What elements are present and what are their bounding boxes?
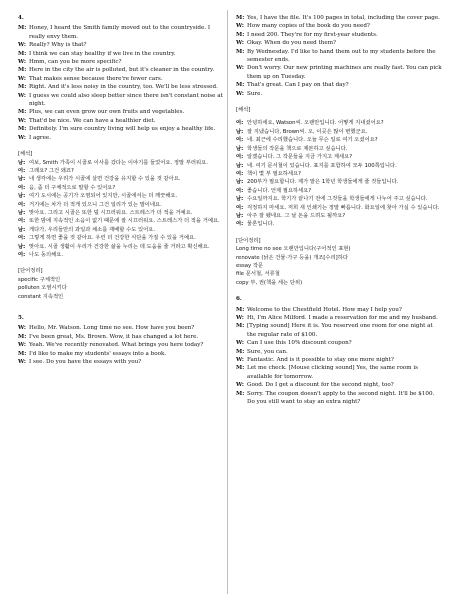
line-text: That's great. Can I pay on that day? (247, 82, 349, 89)
dialogue-line (236, 390, 442, 407)
line-text: I agree. (29, 134, 51, 141)
speaker-label: M: (18, 84, 27, 91)
question-4-dialogue (18, 24, 224, 142)
speaker-label: 여: (18, 235, 26, 242)
dialogue-line (18, 24, 224, 41)
line-text: 알겠습니다. 그 작문들을 지금 가지고 계세요? (247, 154, 353, 161)
speaker-label: 여: (236, 204, 244, 211)
dialogue-line (236, 22, 442, 30)
speaker-label: W: (236, 340, 244, 347)
line-text: I've been great, Ms. Brown. Wow, it has changed a lot here. (29, 333, 199, 340)
line-text: Really? Why is that? (29, 42, 87, 49)
dialogue-line (236, 322, 442, 339)
speaker-label: W: (18, 42, 26, 49)
speaker-label: 남: (18, 209, 26, 216)
translation-line (236, 170, 442, 178)
line-text: 거기에는 차가 더 적게 있으니 그건 일리가 있는 말이네요. (29, 201, 162, 208)
translation-line (18, 226, 224, 234)
translation-line (236, 162, 442, 170)
speaker-label: M: (236, 365, 245, 372)
speaker-label: 여: (236, 154, 244, 161)
line-text: Sure. (247, 90, 263, 97)
line-text: [Typing sound] Here it is. You reserved one room for one night at the regular rate of $100. (247, 323, 433, 338)
line-text: Here in the city the air is polluted, but it's cleaner in the country. (29, 67, 215, 74)
line-text: 여기 도시에는 공기가 오염되어 있지만, 시골에서는 더 깨끗해요. (29, 193, 178, 200)
dialogue-line (18, 324, 224, 332)
translation-line (18, 251, 224, 259)
speaker-label: 남: (236, 212, 244, 219)
line-text: Yeah. We've recently renovated. What brings you here today? (29, 342, 204, 349)
dialogue-line (236, 14, 442, 22)
question-6-dialogue (236, 306, 442, 407)
translation-line (236, 153, 442, 161)
left-column (18, 14, 224, 366)
speaker-label: M: (236, 348, 245, 355)
line-text: Right. And it's less noisy in the country, too. We'll be less stressed. (29, 84, 218, 91)
speaker-label: W: (236, 23, 244, 30)
line-text: That'd be nice. We can have a healthier diet. (29, 117, 156, 124)
speaker-label: M: (236, 306, 245, 313)
line-text: Don't worry. Our new printing machines are really fast. You can pick them up on Tuesday. (247, 65, 442, 80)
question-5-dialogue (18, 324, 224, 366)
dialogue-line (18, 83, 224, 91)
speaker-label: M: (18, 25, 27, 32)
line-text: 학생들의 작문을 책으로 제본하고 싶습니다. (247, 145, 348, 152)
dialogue-line (18, 134, 224, 142)
translation-line (18, 167, 224, 175)
speaker-label: 여: (18, 218, 26, 225)
dialogue-line (18, 92, 224, 109)
line-text: Plus, we can even grow our own fruits and vegetables. (29, 109, 185, 116)
line-text: Definitely. I'm sure country living will help us enjoy a healthy life. (29, 126, 216, 133)
question-4-vocabulary (18, 276, 224, 301)
line-text: 맞아요. 시골 생활이 우리가 건강한 삶을 누리는 데 도움을 줄 거라고 확신해요. (29, 243, 210, 250)
translation-line (18, 175, 224, 183)
column-divider (227, 10, 228, 594)
speaker-label: M: (18, 333, 27, 340)
question-6-number: 6. (236, 296, 242, 303)
dialogue-line (18, 108, 224, 116)
line-text: 수요일까지요. 학기가 끝나기 전에 그것들을 학생들에게 나누어 주고 싶습니다. (247, 196, 428, 203)
dialogue-line (18, 75, 224, 83)
line-text: 잘 지냈습니다, Brown씨. 오, 이곳은 많이 변했군요. (247, 128, 368, 135)
speaker-label: 남: (236, 179, 244, 186)
speaker-label: 남: (236, 162, 244, 169)
translation-line (236, 187, 442, 195)
speaker-label: 여: (18, 201, 26, 208)
line-text: 그렇게 하면 좋을 것 같아요. 우린 더 건강한 식단을 가질 수 있을 거예요. (29, 235, 196, 242)
line-text: Hmm, can you be more specific? (29, 59, 122, 66)
translation-line (236, 145, 442, 153)
line-text: I see. Do you have the essays with you? (29, 359, 142, 366)
vocabulary-item: copy 부, 권(책을 세는 단위) (236, 279, 303, 286)
speaker-label: W: (18, 92, 26, 99)
translation-line (18, 234, 224, 242)
line-text: 물론입니다. (247, 221, 275, 228)
dialogue-line (236, 356, 442, 364)
dialogue-line (18, 117, 224, 125)
speaker-label: M: (236, 15, 245, 21)
dialogue-line (236, 381, 442, 389)
line-text: 그래요? 그건 왜죠? (29, 167, 74, 174)
line-text: 네. 최근에 수리했습니다. 오늘 무슨 일로 여기 오셨어요? (247, 137, 378, 144)
dialogue-line (236, 81, 442, 89)
line-text: 여보, Smith 가족이 시골로 이사를 갔다는 이야기를 들었어요. 정말 부러워요. (29, 159, 208, 166)
line-text: That makes sense because there're fewer cars. (29, 75, 163, 82)
dialogue-line (18, 350, 224, 358)
line-text: Sure, you can. (247, 348, 288, 355)
line-text: I think we can stay healthy if we live in the country. (29, 50, 176, 57)
speaker-label: 여: (18, 167, 26, 174)
speaker-label: W: (18, 117, 26, 124)
speaker-label: W: (236, 90, 244, 97)
speaker-label: 남: (18, 159, 26, 166)
line-text: Yes, I have the file. It's 100 pages in total, including the cover page. (247, 15, 440, 21)
speaker-label: M: (18, 109, 27, 116)
speaker-label: 남: (236, 128, 244, 135)
dialogue-line (18, 58, 224, 66)
dialogue-line (236, 314, 442, 322)
speaker-label: 남: (236, 145, 244, 152)
dialogue-line (236, 90, 442, 98)
dialogue-line (18, 358, 224, 366)
speaker-label: 여: (236, 137, 244, 144)
line-text: Welcome to the Chestfield Hotel. How may I help you? (247, 306, 402, 313)
translation-line (18, 192, 224, 200)
translation-line (236, 204, 442, 212)
translation-line (18, 217, 224, 225)
dialogue-line (236, 339, 442, 347)
vocabulary-item: Long time no see 오랜만입니다(구어적인 표현) (236, 246, 351, 253)
vocabulary-item: specific 구체적인 (18, 276, 61, 283)
line-text: 안녕하세요, Watson씨. 오랜만입니다. 어떻게 지내셨어요? (247, 120, 384, 127)
speaker-label: M: (236, 48, 245, 55)
line-text: 나도 동의해요. (29, 251, 64, 258)
vocabulary-item: essay 작문 (236, 262, 264, 269)
speaker-label: 남: (18, 243, 26, 250)
line-text: Okay. When do you need them? (247, 40, 337, 47)
speaker-label: W: (236, 315, 244, 321)
line-text: Good. Do I get a discount for the second night, too? (247, 382, 394, 389)
speaker-label: W: (18, 134, 26, 141)
speaker-label: W: (236, 357, 244, 364)
translation-line (18, 159, 224, 167)
speaker-label: 여: (18, 184, 26, 191)
translation-line (18, 243, 224, 251)
line-text: Let me check. [Mouse clicking sound] Yes, the same room is available for tomorrow. (247, 365, 419, 380)
line-text: Hi, I'm Alice Milford. I made a reservation for me and my husband. (247, 315, 438, 321)
question-5-translation (236, 119, 442, 228)
speaker-label: W: (18, 342, 26, 349)
vocabulary-heading: [단어정리] (18, 268, 43, 275)
translation-line (236, 212, 442, 220)
speaker-label: 여: (236, 120, 244, 127)
line-text: 내 생각에는 우리가 시골에 살면 건강을 유지할 수 있을 것 같아요. (29, 176, 181, 183)
translation-line (18, 209, 224, 217)
vocabulary-heading: [단어정리] (236, 237, 261, 244)
line-text: By Wednesday. I'd like to hand them out to my students before the semester ends. (247, 48, 436, 64)
dialogue-line (236, 31, 442, 39)
line-text: How many copies of the book do you need? (247, 23, 370, 30)
speaker-label: W: (18, 359, 26, 366)
speaker-label: M: (236, 323, 245, 330)
question-4-number: 4. (18, 15, 24, 21)
dialogue-line (18, 341, 224, 349)
dialogue-line (18, 50, 224, 58)
line-text: 200부가 필요합니다. 제가 맡은 1학년 학생들에게 줄 것들입니다. (247, 179, 399, 186)
dialogue-line (236, 48, 442, 65)
dialogue-line (18, 66, 224, 74)
line-text: 또한 밤에 지속적인 소음이 없기 때문에 잘 시끄러워요. 스트레스가 더 적을 거예요. (29, 218, 220, 225)
question-5-vocabulary (236, 245, 442, 287)
line-text: Can I use this 10% discount coupon? (247, 340, 352, 347)
line-text: I'd like to make my students' essays into a book. (29, 350, 167, 357)
dialogue-line (236, 39, 442, 47)
speaker-label: M: (236, 31, 245, 38)
line-text: 아주 잘 됐네요. 그 날 돈을 드려도 될까요? (247, 212, 346, 219)
speaker-label: W: (236, 40, 244, 47)
translation-heading: [해석] (236, 107, 251, 114)
dialogue-line (18, 125, 224, 133)
speaker-label: M: (18, 67, 27, 74)
dialogue-line (18, 333, 224, 341)
dialogue-line (236, 306, 442, 314)
line-text: 걱정하지 마세요. 저희 새 인쇄기는 정말 빠릅니다. 화요일에 찾아 가실 수 있습니다. (247, 204, 440, 211)
dialogue-line (236, 364, 442, 381)
translation-line (236, 220, 442, 228)
speaker-label: W: (236, 382, 244, 389)
line-text: 맞아요. 그리고 시골은 또한 덜 시끄러워요. 스트레스가 더 적을 거예요. (29, 209, 193, 216)
line-text: 책이 몇 부 필요하세요? (247, 170, 301, 177)
question-4-translation (18, 159, 224, 260)
dialogue-line (236, 64, 442, 81)
speaker-label: M: (18, 50, 27, 57)
speaker-label: 여: (236, 187, 244, 194)
dialogue-line (18, 41, 224, 49)
speaker-label: W: (18, 325, 26, 332)
translation-line (236, 119, 442, 127)
speaker-label: W: (236, 65, 244, 72)
speaker-label: 여: (236, 170, 244, 177)
vocabulary-item: file 문서철, 서류철 (236, 271, 280, 278)
line-text: I need 200. They're for my first-year students. (247, 31, 378, 38)
right-column (236, 14, 442, 406)
translation-heading: [해석] (18, 151, 33, 158)
line-text: I guess we could also sleep better since there isn't constant noise at night. (29, 92, 223, 108)
vocabulary-item: polluten 오염시키다 (18, 285, 67, 292)
line-text: Hello, Mr. Watson. Long time no see. How have you been? (29, 325, 195, 332)
speaker-label: M: (236, 82, 245, 89)
vocabulary-item: constant 지속적인 (18, 293, 64, 300)
speaker-label: 여: (18, 251, 26, 258)
translation-line (236, 136, 442, 144)
speaker-label: M: (18, 350, 27, 357)
line-text: Fantastic. And is it possible to stay one more night? (247, 357, 394, 364)
translation-line (236, 128, 442, 136)
question-5-dialogue-continued (236, 14, 442, 98)
speaker-label: 남: (18, 176, 26, 183)
translation-line (18, 201, 224, 209)
dialogue-line (236, 348, 442, 356)
line-text: Honey, I heard the Smith family moved out to the countryside. I really envy them. (29, 25, 211, 40)
question-5-number: 5. (18, 315, 24, 321)
translation-line (236, 195, 442, 203)
translation-line (18, 184, 224, 192)
line-text: 음, 좀 더 구체적으로 말할 수 있어요? (29, 184, 116, 191)
translation-line (236, 178, 442, 186)
line-text: 네. 여기 문서철이 있습니다. 표지를 포함하여 모두 100쪽입니다. (247, 162, 397, 169)
speaker-label: W: (18, 75, 26, 82)
speaker-label: 여: (236, 221, 244, 228)
line-text: 게다가, 우리들만의 과일과 채소를 재배할 수도 있어요. (29, 226, 156, 233)
vocabulary-item: renovate (낡은 건물·가구 등을) 개조[수리]하다 (236, 254, 348, 261)
line-text: Sorry. The coupon doesn't apply to the second night. It'll be $100. Do you still want to stay an extra night? (247, 390, 435, 406)
speaker-label: M: (236, 390, 245, 397)
speaker-label: W: (18, 59, 26, 66)
speaker-label: 남: (236, 196, 244, 203)
speaker-label: 남: (18, 226, 26, 233)
speaker-label: M: (18, 126, 27, 133)
line-text: 좋습니다. 언제 필요하세요? (247, 187, 312, 194)
speaker-label: 남: (18, 193, 26, 200)
